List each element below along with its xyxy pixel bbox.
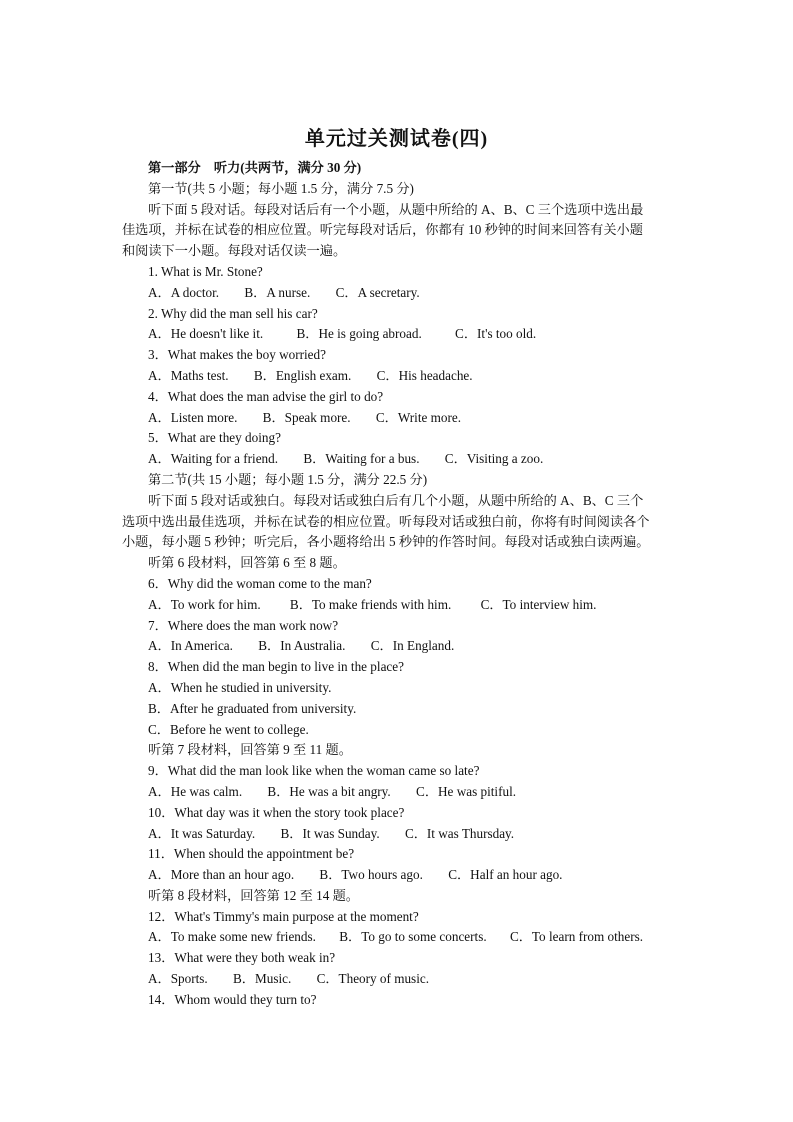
section2-instructions-line-3: 小题，每小题 5 秒钟；听完后，各小题将给出 5 秒钟的作答时间。每段对话或独白读两遍。: [122, 534, 650, 550]
question-3: 3．What makes the boy worried?: [148, 347, 326, 363]
option-a: A．To make some new friends.: [148, 929, 316, 945]
option-a: A．Listen more.: [148, 409, 238, 425]
question-3-options: [148, 366, 676, 387]
question-6-options: [148, 595, 676, 616]
option-b: B．Music.: [233, 971, 292, 987]
option-a: A．It was Saturday.: [148, 825, 256, 841]
option-a: A．He was calm.: [148, 783, 243, 799]
option-b: B．Waiting for a bus.: [303, 451, 420, 467]
question-5-options: [148, 449, 676, 470]
material-6-note: 听第 6 段材料，回答第 6 至 8 题。: [148, 555, 346, 571]
option-b: B．To go to some concerts.: [339, 929, 487, 945]
option-c: C．To interview him.: [480, 596, 597, 612]
part1-heading: 第一部分 听力(共两节，满分 30 分): [148, 160, 362, 175]
option-c: C．It was Thursday.: [404, 825, 515, 841]
section1-heading: 第一节(共 5 小题；每小题 1.5 分，满分 7.5 分): [148, 180, 414, 196]
question-6: 6．Why did the woman come to the man?: [148, 575, 372, 591]
question-12: 12．What's Timmy's main purpose at the moment?: [148, 908, 419, 924]
option-b: B．It was Sunday.: [280, 825, 380, 841]
question-10: 10．What day was it when the story took place?: [148, 804, 405, 820]
option-c: C．His headache.: [376, 367, 473, 383]
question-8: 8．When did the man begin to live in the place?: [148, 659, 404, 675]
section2-instructions-line-1: 听下面 5 段对话或独白。每段对话或独白后有几个小题，从题中所给的 A、B、C 三个: [148, 492, 644, 508]
option-b: B．Two hours ago.: [319, 867, 423, 883]
option-a: A．Sports.: [148, 971, 208, 987]
question-7-options: [148, 636, 676, 657]
question-1: 1. What is Mr. Stone?: [148, 263, 263, 279]
option-c: C．He was pitiful.: [416, 783, 517, 799]
question-9-options: [148, 782, 676, 803]
question-8-option-a: A．When he studied in university.: [148, 679, 332, 695]
material-8-note: 听第 8 段材料，回答第 12 至 14 题。: [148, 887, 359, 903]
option-b: B．He was a bit angry.: [267, 783, 391, 799]
option-c: C．Theory of music.: [316, 971, 430, 987]
option-c: C．Write more.: [375, 409, 462, 425]
question-5: 5．What are they doing?: [148, 430, 281, 446]
question-7: 7．Where does the man work now?: [148, 617, 339, 633]
section2-heading: [148, 470, 676, 491]
section2-instructions-line-2: 选项中选出最佳选项，并标在试卷的相应位置。听每段对话或独白前，你将有时间阅读各个: [122, 513, 650, 529]
question-12-options: [148, 927, 676, 948]
question-13-options: [148, 969, 676, 990]
option-a: A．To work for him.: [148, 596, 261, 612]
option-c: C．Half an hour ago.: [448, 867, 563, 883]
question-10-options: [148, 824, 676, 845]
question-4-options: [148, 408, 676, 429]
option-c: C．A secretary.: [335, 284, 420, 300]
section1-instructions-line-3: 和阅读下一小题。每段对话仅读一遍。: [122, 243, 347, 259]
exam-content: [122, 158, 676, 1011]
question-1-options: [148, 283, 676, 304]
option-a: A．A doctor.: [148, 284, 220, 300]
option-a: A．In America.: [148, 638, 233, 654]
option-c: C．To learn from others.: [509, 929, 644, 945]
option-c: C．Visiting a zoo.: [444, 451, 544, 467]
option-b: B．English exam.: [253, 367, 352, 383]
option-a: A．Maths test.: [148, 367, 229, 383]
question-11-options: [148, 865, 676, 886]
option-b: B．To make friends with him.: [289, 596, 452, 612]
section1-instructions-line-1: 听下面 5 段对话。每段对话后有一个小题，从题中所给的 A、B、C 三个选项中选出最: [148, 201, 644, 217]
question-2-options: [148, 324, 676, 345]
option-b: B．In Australia.: [258, 638, 346, 654]
section2-heading-text: 第二节(共 15 小题；每小题 1.5 分，满分 22.5 分): [148, 471, 428, 487]
option-a: A．Waiting for a friend.: [148, 451, 279, 467]
material-7-note: 听第 7 段材料，回答第 9 至 11 题。: [148, 742, 352, 758]
option-c: C．It's too old.: [455, 326, 537, 342]
question-14: 14．Whom would they turn to?: [148, 991, 317, 1007]
option-a: A．He doesn't like it.: [148, 326, 264, 342]
section1-instructions-line-2: 佳选项，并标在试卷的相应位置。听完每段对话后，你都有 10 秒钟的时间来回答有关小题: [122, 222, 643, 238]
page-title: 单元过关测试卷(四): [304, 128, 489, 150]
question-8-option-c: C．Before he went to college.: [148, 721, 309, 737]
option-c: C．In England.: [370, 638, 455, 654]
option-b: B．He is going abroad.: [296, 326, 422, 342]
question-8-option-b: B．After he graduated from university.: [148, 700, 357, 716]
question-2: 2. Why did the man sell his car?: [148, 305, 318, 321]
option-b: B．Speak more.: [262, 409, 351, 425]
question-11: 11．When should the appointment be?: [148, 846, 355, 862]
option-a: A．More than an hour ago.: [148, 867, 295, 883]
option-b: B．A nurse.: [244, 284, 311, 300]
question-9: 9．What did the man look like when the woman came so late?: [148, 763, 480, 779]
question-4: 4．What does the man advise the girl to do?: [148, 388, 384, 404]
question-13: 13．What were they both weak in?: [148, 950, 336, 966]
